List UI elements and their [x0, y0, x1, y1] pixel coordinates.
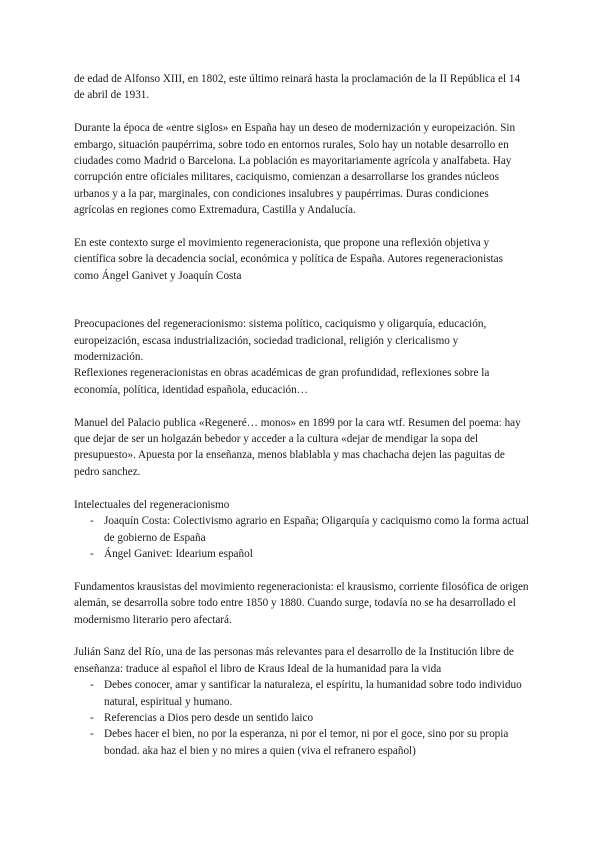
paragraph-intelectuales: Intelectuales del regeneracionismo	[74, 498, 230, 511]
list-item-text: Debes hacer el bien, no por la esperanza, ni por el temor, ni por el goce, sino por su propia bondad. aka haz el bien y no mires a quien (viva el refranero español)	[104, 728, 509, 757]
paragraph-contexto: En este contexto surge el movimiento regeneracionista, que propone una reflexión objetiva y científica sobre la decadencia social, económica y política de España. Autores regeneracionistas como Ángel Ganivet y Joaquín Costa	[74, 237, 503, 282]
paragraph-krausismo: Fundamentos krausistas del movimiento regeneracionista: el krausismo, corriente filosófica de origen alemán, se desarrolla sobre todo entre 1850 y 1880. Cuando surge, todavía no se ha desarrollado el modernismo literario pero afectará.	[74, 580, 529, 626]
list-item	[74, 710, 530, 726]
list-item-text: Ángel Ganivet: Idearium español	[104, 547, 253, 560]
list-item	[74, 546, 530, 562]
paragraph-reflexiones: Reflexiones regeneracionistas en obras académicas de gran profundidad, reflexiones sobre la economía, política, identidad española, educación…	[74, 367, 490, 396]
list-item-text: Referencias a Dios pero desde un sentido laico	[104, 711, 314, 724]
dash-bullet: -	[90, 711, 94, 724]
list-item	[74, 726, 530, 759]
dash-bullet: -	[90, 515, 94, 528]
dash-bullet: -	[90, 547, 94, 560]
dash-bullet: -	[90, 728, 94, 741]
paragraph-preocupaciones: Preocupaciones del regeneracionismo: sistema político, caciquismo y oligarquía, educación, europeización, escasa industrialización, sociedad tradicional, religión y clericalismo y modernización.	[74, 318, 487, 364]
list-item	[74, 677, 530, 710]
paragraph-entre-siglos: Durante la época de «entre siglos» en España hay un deseo de modernización y europeización. Sin embargo, situación paupérrima, sobre todo en entornos rurales, Solo hay un notable desarrollo en ciudades como Madrid o Barcelona. La población es mayoritariamente agrícola y analfabeta. Hay corrupción entre oficiales militares, caciquismo, comienzan a desarrollarse los grandes núcleos urbanos y a la par, marginales, con condiciones insalubres y paupérrimas. Duras condiciones agrícolas en regiones como Extremadura, Castilla y Andalucía.	[74, 122, 516, 217]
paragraph-alfonso: de edad de Alfonso XIII, en 1802, este último reinará hasta la proclamación de la II República el 14 de abril de 1931.	[74, 73, 521, 102]
list-item	[74, 513, 530, 546]
paragraph-sanz-del-rio: Julián Sanz del Río, una de las personas más relevantes para el desarrollo de la Institución libre de enseñanza: traduce al español el libro de Kraus Ideal de la humanidad para la vida	[74, 646, 514, 675]
paragraph-manuel-palacio: Manuel del Palacio publica «Regeneré… monos» en 1899 por la cara wtf. Resumen del poema: hay que dejar de ser un holgazán bebedor y acceder a la cultura «dejar de mendigar la sopa del presupuesto». Apuesta por la enseñanza, menos blablabla y mas chachacha dejen las paguitas de pedro sanchez.	[74, 416, 521, 478]
list-item-text: Joaquín Costa: Colectivismo agrario en España; Oligarquía y caciquismo como la forma actual de gobierno de España	[104, 515, 530, 544]
intelectuales-list	[74, 513, 530, 562]
dash-bullet: -	[90, 679, 94, 692]
list-item-text: Debes conocer, amar y santificar la naturaleza, el espíritu, la humanidad sobre todo individuo natural, espiritual y humano.	[104, 679, 522, 708]
kraus-ideas-list	[74, 677, 530, 759]
